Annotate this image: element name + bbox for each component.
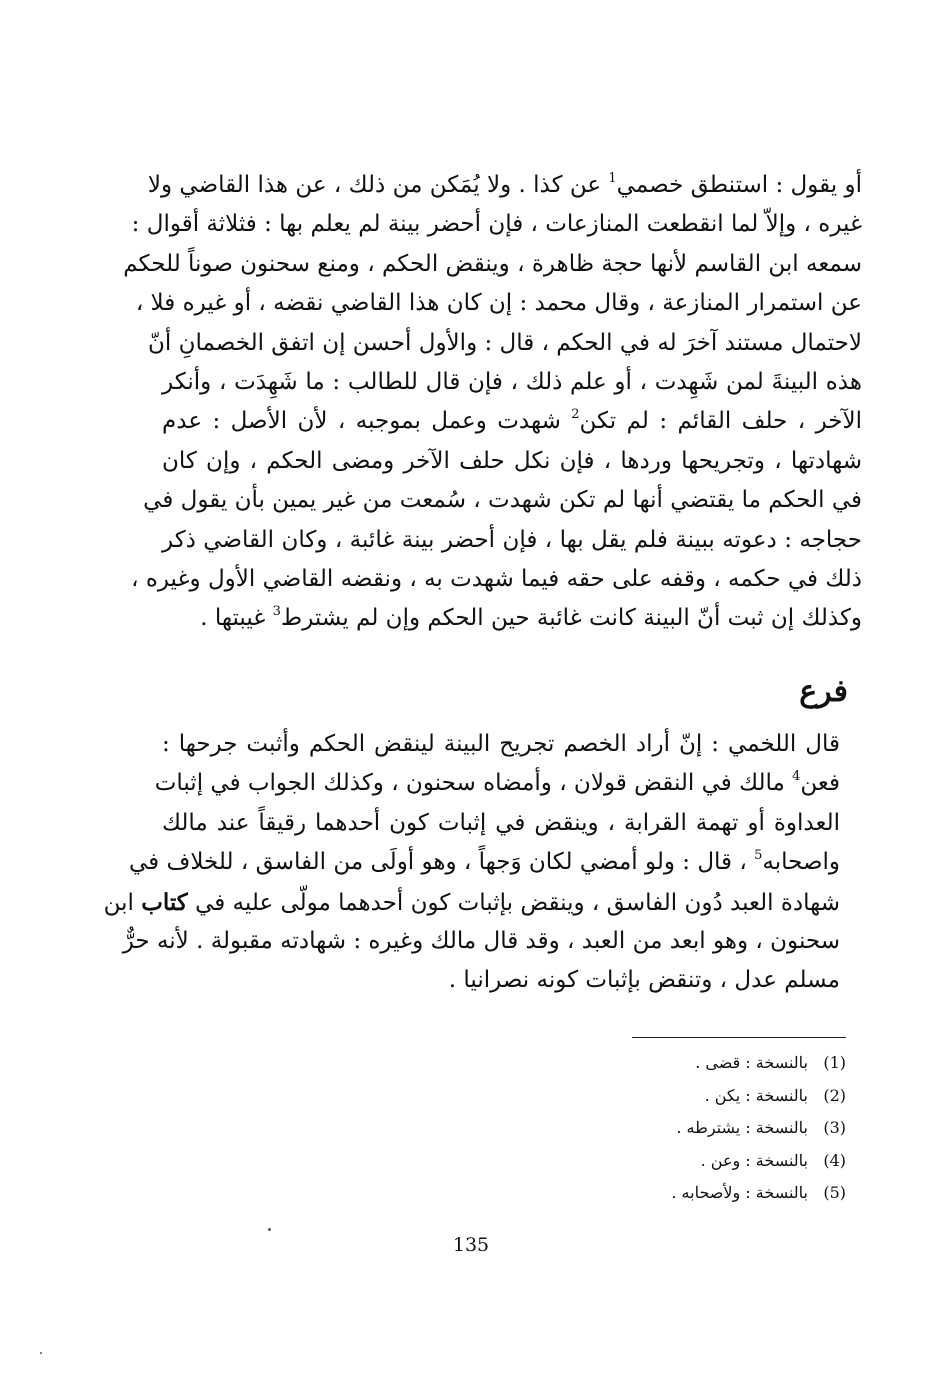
text-line: لاحتمال مستند آخرَ له في الحكم ، قال : والأول أحسن إن اتفق الخصمانِ أنّ	[148, 329, 862, 356]
text-line: مسلم عدل ، وتنقض بإثبات كونه نصرانيا .	[448, 967, 840, 994]
footnote-item: (3)بالنسخة : يشترطه .	[676, 1118, 846, 1137]
section-heading: فرع	[799, 674, 848, 709]
scan-speck	[40, 1352, 42, 1354]
footnote-item: (2)بالنسخة : يكن .	[704, 1085, 846, 1105]
body-paragraph-2	[103, 725, 862, 1001]
text-line: قال اللخمي : إنّ أراد الخصم تجريح البينة لينقض الحكم وأثبت جرحها :	[162, 731, 840, 757]
text-line: فعن$^4$ مالك في النقض قولان ، وأمضاه سحنون ، وكذلك الجواب في إثبات	[154, 769, 840, 797]
scan-speck	[268, 1228, 271, 1231]
footnote-ref: 2	[571, 407, 580, 423]
text-line: في الحكم ما يقتضي أنها لم تكن شهدت ، سُمعت من غير يمين بأن يقول في	[143, 487, 862, 514]
text-line: شهادة العبد دُون الفاسق ، وينقض بإثبات كون أحدهما مولّى عليه في كتاب ابن	[103, 888, 840, 916]
body-paragraph-1	[123, 166, 862, 639]
text-line: سمعه ابن القاسم لأنها حجة ظاهرة ، وينقض الحكم ، ومنع سحنون صوناً للحكم	[123, 250, 862, 277]
footnote-ref: 4	[792, 769, 801, 785]
text-line: سحنون ، وهو ابعد من العبد ، وقد قال مالك وغيره : شهادته مقبولة . لأنه حرٌّ	[122, 927, 840, 954]
footnote-item: (5)بالنسخة : ولأصحابه .	[671, 1183, 846, 1202]
text-line: أو يقول : استنطق خصمي$^1$ عن كذا . ولا يُمَكن من ذلك ، عن هذا القاضي ولا	[147, 171, 862, 198]
footnote-item: (4)بالنسخة : وعن .	[700, 1150, 846, 1170]
footnotes	[586, 1047, 846, 1210]
page-number: 135	[452, 1234, 490, 1256]
footnote-ref: 5	[754, 848, 763, 864]
footnote-ref: 3	[272, 604, 281, 620]
text-line: شهادتها ، وتجريحها وردها ، فإن نكل حلف الآخر ومضى الحكم ، وإن كان	[162, 447, 862, 474]
text-line: وكذلك إن ثبت أنّ البينة كانت غائبة حين الحكم وإن لم يشترط$^3$ غيبتها .	[200, 604, 862, 632]
text-line: الآخر ، حلف القائم : لم تكن$^2$ شهدت وعمل بموجبه ، لأن الأصل : عدم	[162, 407, 862, 435]
bold-word: كتاب	[141, 888, 188, 916]
footnote-item: (1)بالنسخة : قضى .	[695, 1053, 846, 1072]
text-line: ذلك في حكمه ، وقفه على حقه فيما شهدت به ، ونقضه القاضي الأول وغيره ،	[131, 565, 862, 592]
text-line: هذه البينةَ لمن شَهِدت ، أو علم ذلك ، فإن قال للطالب : ما شَهِدَت ، وأنكر	[162, 368, 862, 395]
text-line: واصحابه$^5$ ، قال : ولو أمضي لكان وَجهاً ، وهو أولَى من الفاسق ، للخلاف في	[129, 848, 840, 876]
text-line: العداوة أو تهمة القرابة ، وينقض في إثبات كون أحدهما رقيقاً عند مالك	[162, 809, 840, 836]
text-line: غيره ، وإلاّ لما انقطعت المنازعات ، فإن أحضر بينة لم يعلم بها : فثلاثة أقوال :	[131, 211, 862, 238]
text-line: حجاجه : دعوته ببينة فلم يقل بها ، فإن أحضر بينة غائبة ، وكان القاضي ذكر	[162, 526, 862, 553]
footnote-divider	[632, 1037, 846, 1038]
footnote-ref: 1	[608, 171, 617, 186]
text-line: عن استمرار المنازعة ، وقال محمد : إن كان هذا القاضي نقضه ، أو غيره فلا ،	[135, 290, 862, 317]
